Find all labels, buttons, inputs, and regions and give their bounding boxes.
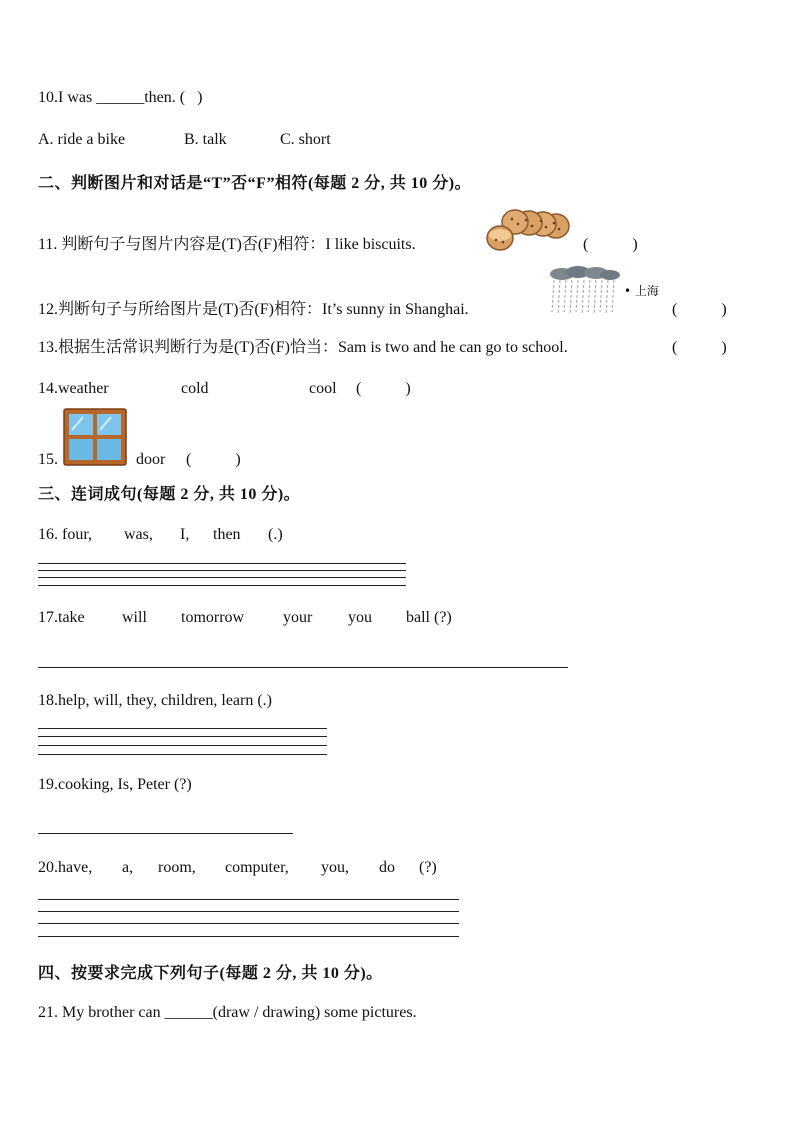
q20-answer-line-4[interactable] [38,936,459,937]
q10-text: 10.I was ______then. ( ) [38,89,203,106]
q18-answer-line-3[interactable] [38,745,327,746]
q18-answer-line-1[interactable] [38,728,327,729]
q16-word-2: was, [124,526,153,543]
q16-answer-line-4[interactable] [38,585,406,586]
q17-answer-line[interactable] [38,667,568,668]
q20-answer-line-2[interactable] [38,911,459,912]
biscuits-image [486,208,572,252]
q17-word-2: will [122,609,147,626]
q14-answer-paren[interactable]: ( ) [356,380,411,397]
q13-text: 13.根据生活常识判断行为是(T)否(F)恰当：Sam is two and he can go to school. [38,339,568,356]
q14-word-2: cold [181,380,209,397]
q17-word-4: your [283,609,313,626]
q17-word-5: you [348,609,372,626]
q16-word-4: then [213,526,241,543]
q14-word-1: 14.weather [38,380,109,397]
q16-word-1: 16. four, [38,526,93,543]
q15-word: door [136,451,166,468]
q12-answer-paren[interactable]: ( ) [672,301,727,318]
q20-word-1: 20.have, [38,859,93,876]
section-3-heading: 三、连词成句(每题 2 分, 共 10 分)。 [38,486,301,503]
q16-answer-line-2[interactable] [38,570,406,571]
q16-word-5: (.) [268,526,283,543]
q17-word-6: ball (?) [406,609,452,626]
q19-text: 19.cooking, Is, Peter (?) [38,776,192,793]
q18-answer-line-2[interactable] [38,736,327,737]
q10-option-a: A. ride a bike [38,131,126,148]
q20-answer-line-1[interactable] [38,899,459,900]
q10-option-b: B. talk [184,131,227,148]
q14-word-3: cool [309,380,337,397]
q18-text: 18.help, will, they, children, learn (.) [38,692,272,709]
q17-word-1: 17.take [38,609,85,626]
window-icon [64,409,126,465]
q20-word-3: room, [158,859,196,876]
section-4-heading: 四、按要求完成下列句子(每题 2 分, 共 10 分)。 [38,965,383,982]
q17-word-3: tomorrow [181,609,245,626]
q15-number: 15. [38,451,58,468]
q13-answer-paren[interactable]: ( ) [672,339,727,356]
q20-word-6: do [379,859,395,876]
q11-answer-paren[interactable]: ( ) [583,236,638,253]
rain-cloud-icon [550,266,620,314]
q11-text: 11. 判断句子与图片内容是(T)否(F)相符：I like biscuits. [38,236,416,253]
q10-option-c: C. short [280,131,331,148]
q12-city-label: • 上海 [624,284,659,298]
biscuit-icon [487,210,569,250]
q20-word-5: you, [321,859,349,876]
q19-answer-line[interactable] [38,833,293,834]
q16-answer-line-3[interactable] [38,577,406,578]
q12-text: 12.判断句子与所给图片是(T)否(F)相符：It’s sunny in Shanghai. [38,301,469,318]
section-2-heading: 二、判断图片和对话是“T”否“F”相符(每题 2 分, 共 10 分)。 [38,175,472,192]
q20-answer-line-3[interactable] [38,923,459,924]
q20-word-2: a, [122,859,134,876]
rain-cloud-image [548,266,622,316]
q21-text: 21. My brother can ______(draw / drawing) some pictures. [38,1004,417,1021]
q20-word-7: (?) [419,859,437,876]
q18-answer-line-4[interactable] [38,754,327,755]
q16-word-3: I, [180,526,190,543]
q20-word-4: computer, [225,859,289,876]
window-image [63,408,127,466]
q16-answer-line-1[interactable] [38,563,406,564]
q15-answer-paren[interactable]: ( ) [186,451,241,468]
